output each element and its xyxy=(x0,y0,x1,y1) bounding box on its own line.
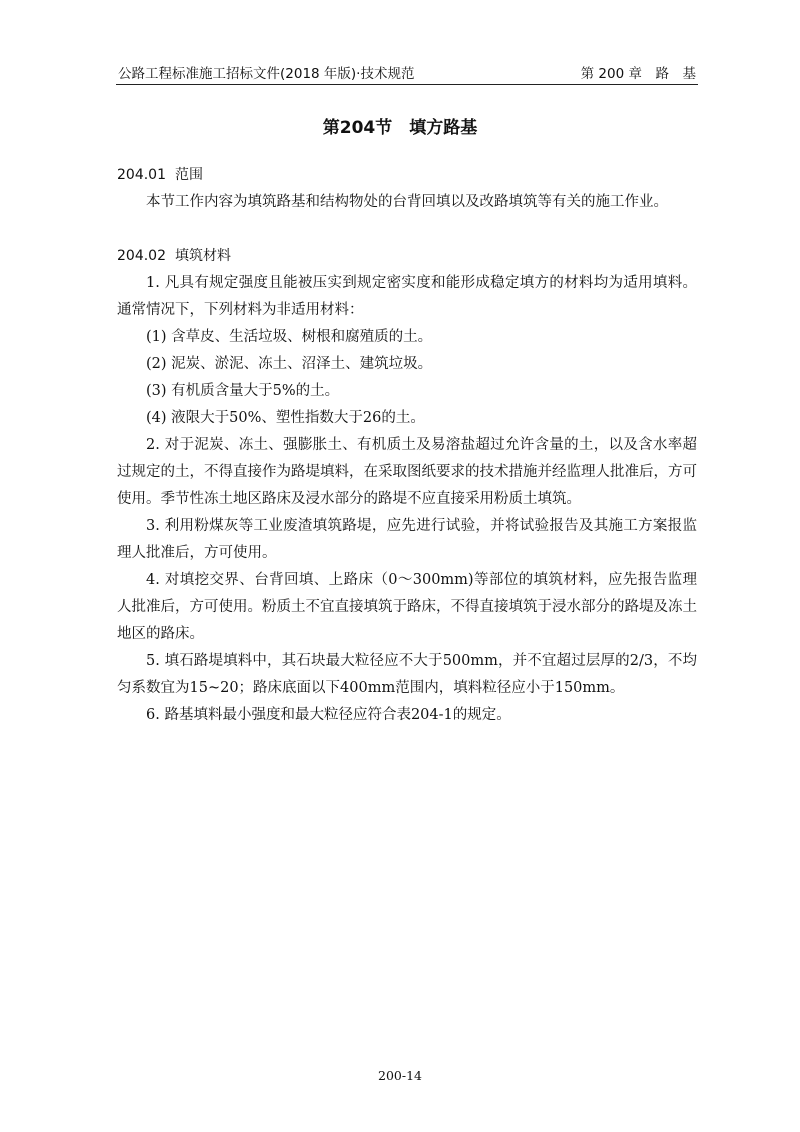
subsection-title: 范围 xyxy=(175,167,203,183)
list-item: (3) 有机质含量大于5%的土。 xyxy=(146,383,340,399)
subsection-heading-materials xyxy=(117,243,697,270)
paragraph: 6. 路基填料最小强度和最大粒径应符合表204-1的规定。 xyxy=(146,707,511,723)
header-divider xyxy=(116,84,698,85)
header-document-title: 公路工程标准施工招标文件(2018 年版)·技术规范 xyxy=(118,66,415,82)
list-item: (4) 液限大于50%、塑性指数大于26的土。 xyxy=(146,410,425,426)
page-number: 200-14 xyxy=(378,1068,422,1083)
document-body xyxy=(117,162,697,729)
paragraph: 5. 填石路堤填料中，其石块最大粒径应不大于500mm，并不宜超过层厚的2/3，不均匀系数宜为15~20；路床底面以下400mm范围内，填料粒径应小于150mm。 xyxy=(117,653,697,696)
paragraph: 3. 利用粉煤灰等工业废渣填筑路堤，应先进行试验，并将试验报告及其施工方案报监理人批准后，方可使用。 xyxy=(117,518,697,561)
paragraph: 本节工作内容为填筑路基和结构物处的台背回填以及改路填筑等有关的施工作业。 xyxy=(146,194,668,210)
paragraph: 1. 凡具有规定强度且能被压实到规定密实度和能形成稳定填方的材料均为适用填料。通常情况下，下列材料为非适用材料： xyxy=(117,275,697,318)
subsection-title: 填筑材料 xyxy=(175,248,231,264)
paragraph: 4. 对填挖交界、台背回填、上路床（0～300mm)等部位的填筑材料，应先报告监理人批准后，方可使用。粉质土不宜直接填筑于路床，不得直接填筑于浸水部分的路堤及冻土地区的路床。 xyxy=(117,572,697,642)
subsection-heading-scope xyxy=(117,162,697,189)
page-header xyxy=(118,62,696,82)
list-item: (1) 含草皮、生活垃圾、树根和腐殖质的土。 xyxy=(146,329,433,345)
spacer xyxy=(117,216,697,243)
subsection-number: 204.01 xyxy=(117,167,166,183)
subsection-number: 204.02 xyxy=(117,248,166,264)
section-title: 第204节 填方路基 xyxy=(322,118,478,138)
header-chapter-title: 第 200 章 路 基 xyxy=(580,66,696,82)
list-item: (2) 泥炭、淤泥、冻土、沼泽土、建筑垃圾。 xyxy=(146,356,433,372)
paragraph: 2. 对于泥炭、冻土、强膨胀土、有机质土及易溶盐超过允许含量的土，以及含水率超过规定的土，不得直接作为路堤填料，在采取图纸要求的技术措施并经监理人批准后，方可使用。季节性冻土地区路床及浸水部分的路堤不应直接采用粉质土填筑。 xyxy=(117,437,697,507)
